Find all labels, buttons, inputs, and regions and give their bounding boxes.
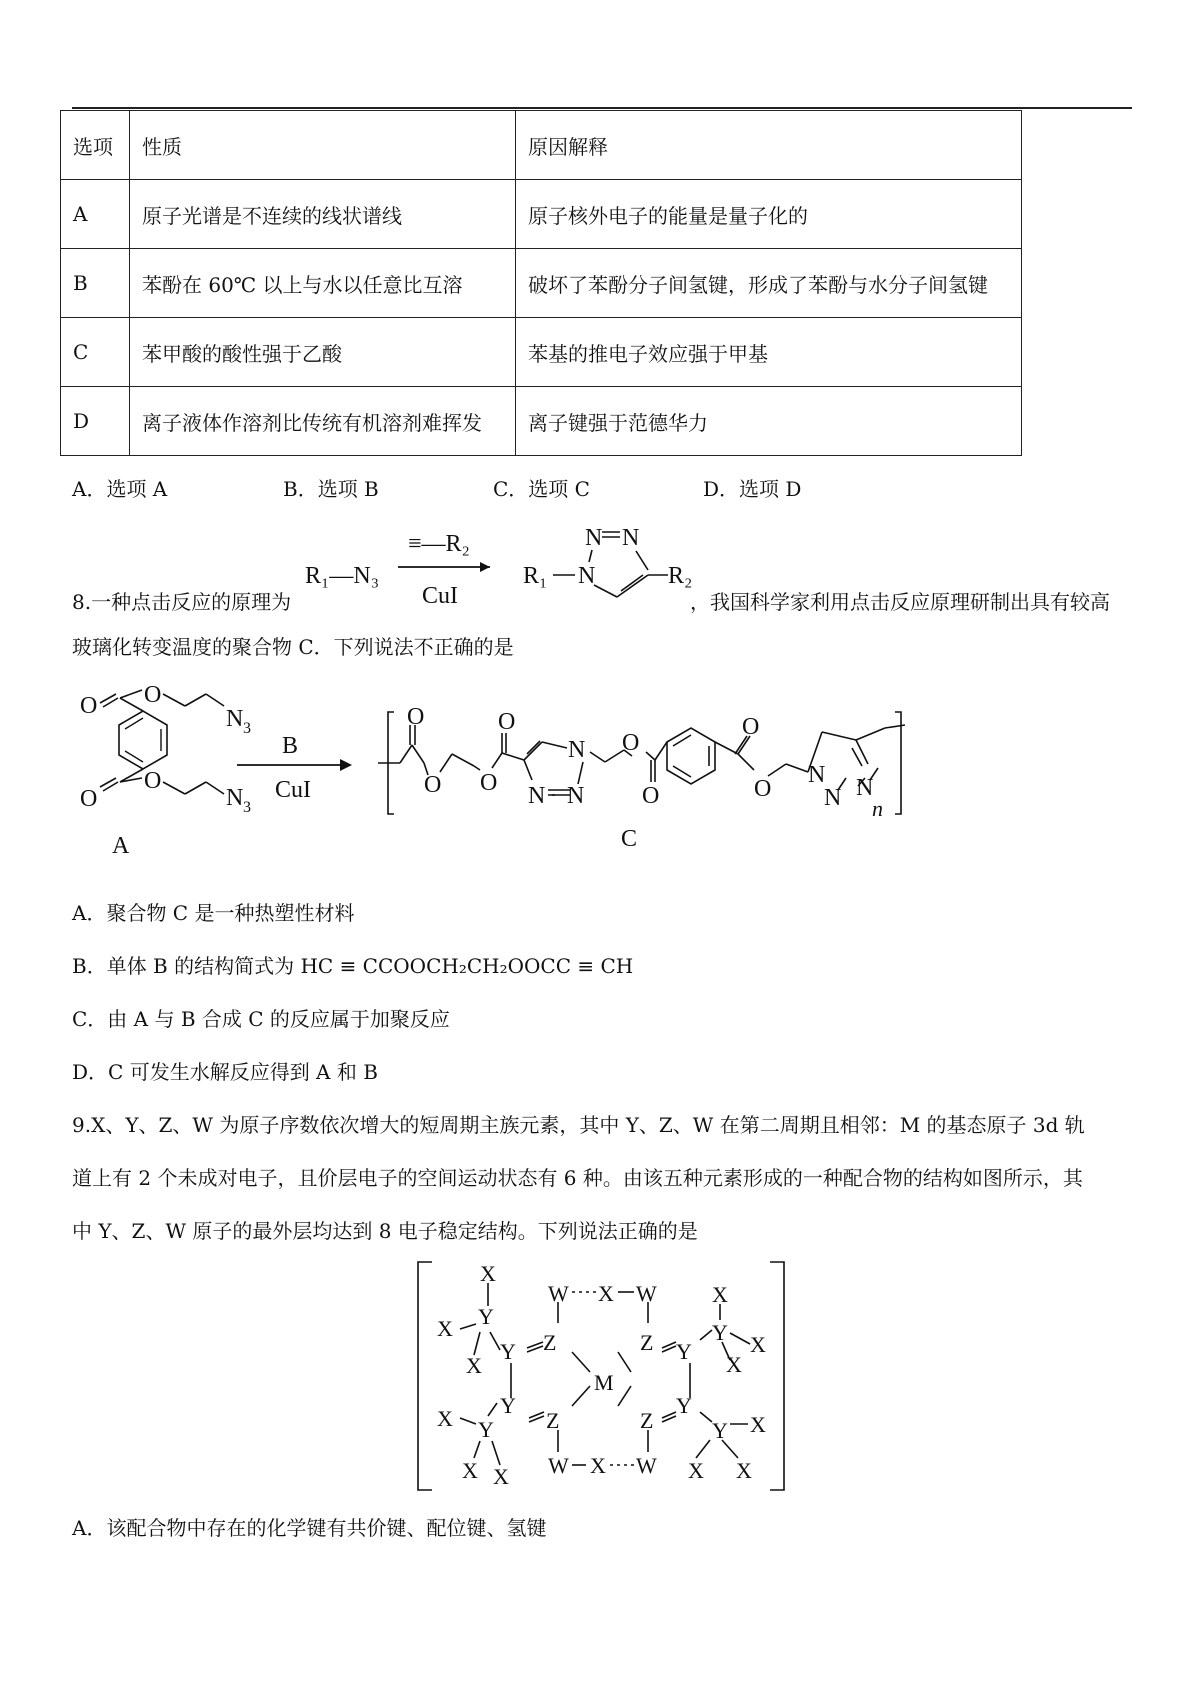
svg-text:N: N xyxy=(856,775,874,801)
svg-text:N: N xyxy=(824,785,842,811)
header-option: 选项 xyxy=(61,111,130,180)
svg-text:Y: Y xyxy=(500,1339,516,1364)
row-reason: 破坏了苯酚分子间氢键，形成了苯酚与水分子间氢键 xyxy=(516,249,1022,318)
q8-stem-line2: 玻璃化转变温度的聚合物 C．下列说法不正确的是 xyxy=(72,635,514,659)
svg-text:X: X xyxy=(726,1352,742,1377)
svg-text:Y: Y xyxy=(676,1339,692,1364)
svg-text:X: X xyxy=(493,1464,509,1489)
svg-text:O: O xyxy=(622,730,640,756)
q8-stem-suffix: ，我国科学家利用点击反应原理研制出具有较高 xyxy=(690,590,1110,614)
svg-text:N: N xyxy=(568,737,586,763)
row-property: 苯酚在 60℃ 以上与水以任意比互溶 xyxy=(130,249,516,318)
q8-choice-c: C．由 A 与 B 合成 C 的反应属于加聚反应 xyxy=(72,1007,450,1031)
svg-text:Z: Z xyxy=(640,1330,654,1355)
svg-text:N: N xyxy=(622,525,640,551)
svg-text:X: X xyxy=(437,1316,453,1341)
scheme1-reagent-below: CuI xyxy=(422,583,458,609)
header-property: 性质 xyxy=(130,111,516,180)
svg-text:X: X xyxy=(688,1458,704,1483)
svg-text:X: X xyxy=(750,1332,766,1357)
row-reason: 苯基的推电子效应强于甲基 xyxy=(516,318,1022,387)
svg-text:O: O xyxy=(80,786,98,812)
product-label-c: C xyxy=(621,826,638,852)
row-reason: 离子键强于范德华力 xyxy=(516,387,1022,456)
polymer-subscript: n xyxy=(872,796,883,821)
svg-text:X: X xyxy=(462,1458,478,1483)
svg-text:O: O xyxy=(144,768,162,794)
q7-choice-b: B．选项 B xyxy=(283,477,379,501)
q8-choice-b: B．单体 B 的结构简式为 HC ≡ CCOOCH₂CH₂OOCC ≡ CH xyxy=(72,954,634,978)
svg-text:M: M xyxy=(594,1370,614,1395)
svg-text:O: O xyxy=(754,776,772,802)
svg-text:X: X xyxy=(750,1412,766,1437)
svg-text:N: N xyxy=(585,525,603,551)
svg-text:N: N xyxy=(226,706,244,732)
row-option: A xyxy=(61,180,130,249)
svg-text:X: X xyxy=(736,1458,752,1483)
svg-text:3: 3 xyxy=(243,799,251,816)
svg-text:Y: Y xyxy=(712,1418,728,1443)
svg-text:O: O xyxy=(742,714,760,740)
q8-choice-d: D．C 可发生水解反应得到 A 和 B xyxy=(72,1060,378,1084)
svg-text:X: X xyxy=(466,1353,482,1378)
svg-text:O: O xyxy=(424,772,442,798)
svg-text:O: O xyxy=(642,783,660,809)
header-reason: 原因解释 xyxy=(516,111,1022,180)
svg-text:Y: Y xyxy=(712,1320,728,1345)
svg-text:N: N xyxy=(528,783,546,809)
svg-text:3: 3 xyxy=(243,720,251,737)
svg-text:Z: Z xyxy=(543,1330,557,1355)
svg-text:Y: Y xyxy=(478,1304,494,1329)
svg-text:X: X xyxy=(598,1281,614,1306)
q7-choice-d: D．选项 D xyxy=(703,477,802,501)
row-option: B xyxy=(61,249,130,318)
q7-choice-c: C．选项 C xyxy=(493,477,590,501)
svg-text:Z: Z xyxy=(640,1408,654,1433)
svg-text:Y: Y xyxy=(676,1393,692,1418)
q9-choice-a: A．该配合物中存在的化学键有共价键、配位键、氢键 xyxy=(72,1516,547,1540)
row-option: C xyxy=(61,318,130,387)
q9-stem-line1: 9.X、Y、Z、W 为原子序数依次增大的短周期主族元素，其中 Y、Z、W 在第二周期且相邻：M 的基态原子 3d 轨 xyxy=(72,1113,1085,1137)
scheme1-reagent-above: ≡—R₂ xyxy=(408,531,470,557)
svg-text:X: X xyxy=(590,1453,606,1478)
svg-text:O: O xyxy=(144,682,162,708)
scheme1-product-r2: R₂ xyxy=(668,563,693,589)
svg-text:O: O xyxy=(80,693,98,719)
svg-text:W: W xyxy=(636,1453,657,1478)
svg-text:W: W xyxy=(636,1281,657,1306)
scheme1-reactant: R₁—N₃ xyxy=(305,563,380,589)
svg-text:Y: Y xyxy=(500,1393,516,1418)
q8-choice-a: A．聚合物 C 是一种热塑性材料 xyxy=(72,901,355,925)
reactant-label-a: A xyxy=(112,833,130,859)
svg-text:X: X xyxy=(712,1282,728,1307)
q8-stem-prefix: 8.一种点击反应的原理为 xyxy=(72,590,292,614)
svg-text:X: X xyxy=(437,1406,453,1431)
q9-stem-line2: 道上有 2 个未成对电子，且价层电子的空间运动状态有 6 种。由该五种元素形成的一种配合物的结构如图所示，其 xyxy=(72,1166,1083,1190)
svg-text:N: N xyxy=(578,563,596,589)
svg-text:Y: Y xyxy=(478,1417,494,1442)
scheme1-product-r1: R₁ xyxy=(523,563,548,589)
svg-text:W: W xyxy=(548,1453,569,1478)
svg-text:O: O xyxy=(407,704,425,730)
svg-text:N: N xyxy=(808,762,826,788)
row-property: 苯甲酸的酸性强于乙酸 xyxy=(130,318,516,387)
svg-text:O: O xyxy=(498,709,516,735)
svg-text:Z: Z xyxy=(546,1408,560,1433)
row-property: 原子光谱是不连续的线状谱线 xyxy=(130,180,516,249)
row-option: D xyxy=(61,387,130,456)
svg-text:X: X xyxy=(480,1261,496,1286)
svg-text:O: O xyxy=(480,770,498,796)
q9-stem-line3: 中 Y、Z、W 原子的最外层均达到 8 电子稳定结构。下列说法正确的是 xyxy=(72,1219,698,1243)
scheme2-reagent-above: B xyxy=(282,733,299,759)
scheme2-reagent-below: CuI xyxy=(275,777,311,803)
svg-text:N: N xyxy=(567,783,585,809)
q7-choice-a: A．选项 A xyxy=(72,477,168,501)
row-property: 离子液体作溶剂比传统有机溶剂难挥发 xyxy=(130,387,516,456)
svg-text:N: N xyxy=(226,785,244,811)
row-reason: 原子核外电子的能量是量子化的 xyxy=(516,180,1022,249)
svg-text:W: W xyxy=(548,1281,569,1306)
